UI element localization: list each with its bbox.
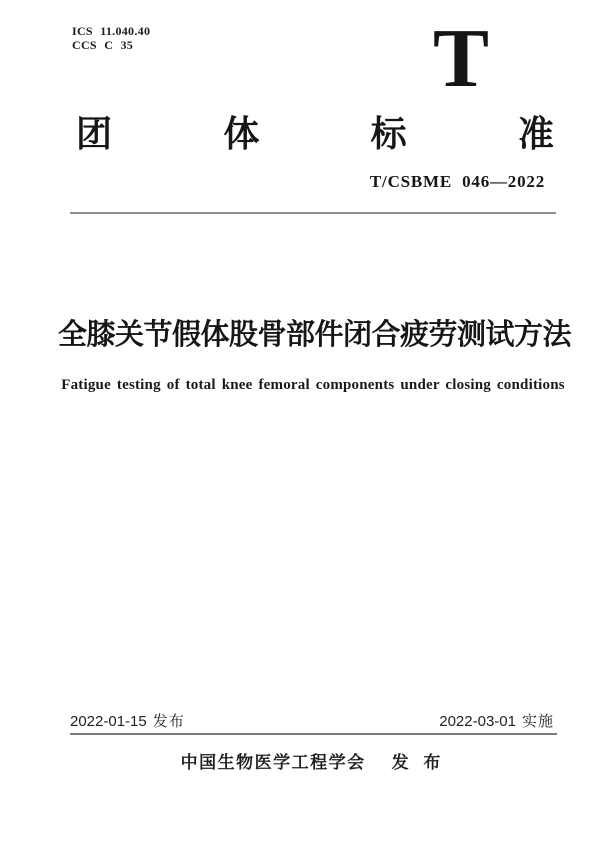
- masthead-char: 准: [517, 113, 554, 154]
- issue-date: 2022-01-15: [70, 713, 147, 730]
- standard-number: T/CSBME 046—2022: [369, 172, 545, 191]
- issue-label: 发布: [152, 713, 185, 730]
- implementation-date-group: [439, 710, 554, 731]
- masthead-char: 标: [370, 113, 407, 154]
- classification-codes: [72, 24, 150, 52]
- issue-date-group: [70, 710, 185, 731]
- footer-publisher-line: [70, 748, 556, 773]
- implementation-label: 实施: [521, 713, 554, 730]
- header-divider: [70, 212, 556, 214]
- masthead-char: 体: [223, 113, 260, 154]
- ics-code: ICS 11.040.40: [72, 24, 151, 38]
- publish-action-label: 发 布: [391, 753, 446, 772]
- masthead-char: 团: [76, 113, 113, 154]
- dates-row: [70, 710, 554, 731]
- csbme-t-logo: T: [433, 12, 490, 105]
- footer-divider: [70, 733, 557, 735]
- document-title-chinese: 全膝关节假体股骨部件闭合疲劳测试方法: [58, 319, 572, 351]
- implementation-date: 2022-03-01: [439, 713, 516, 730]
- publisher-name: 中国生物医学工程学会: [180, 753, 366, 772]
- masthead-group-standard: [76, 114, 554, 154]
- ccs-code: CCS C 35: [72, 38, 134, 52]
- document-title-english: Fatigue testing of total knee femoral components under closing conditions: [61, 377, 565, 393]
